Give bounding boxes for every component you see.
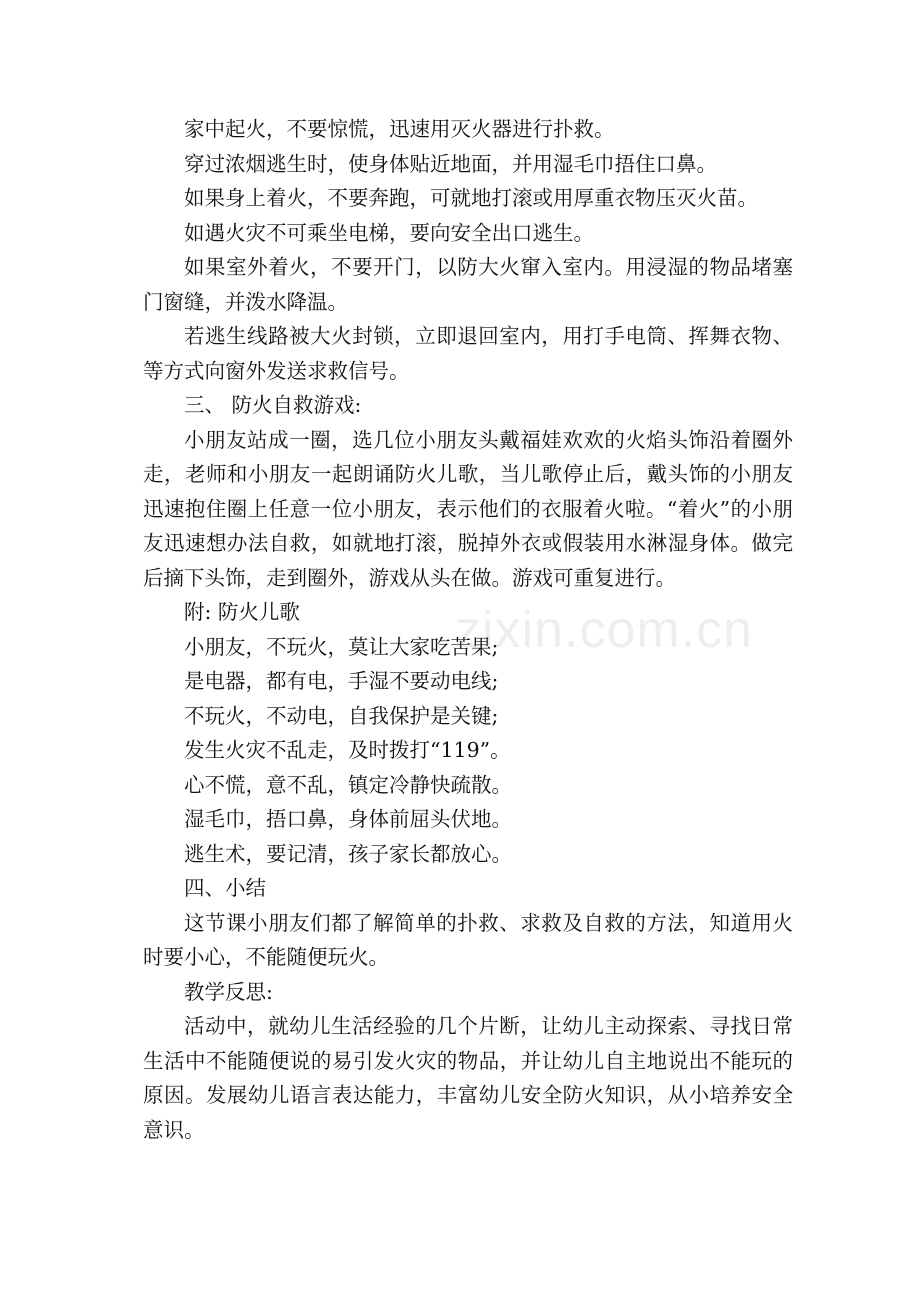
section-heading-reflection: 教学反思: — [184, 979, 273, 1004]
paragraph-4: 如遇火灾不可乘坐电梯，要向安全出口逃生。 — [184, 220, 594, 245]
document-body — [143, 112, 793, 1147]
paragraph-5: 如果室外着火，不要开门，以防大火窜入室内。用浸湿的物品堵塞门窗缝，并泼水降温。 — [143, 255, 793, 314]
song-line-2: 是电器，都有电，手湿不要动电线; — [184, 669, 499, 693]
song-line-7: 逃生术，要记清，孩子家长都放心。 — [184, 841, 512, 866]
paragraph-reflection: 活动中，就幼儿生活经验的几个片断，让幼儿主动探索、寻找日常生活中不能随便说的易引发火灾的物品，并让幼儿自主地说出不能玩的原因。发展幼儿语言表达能力，丰富幼儿安全防火知识，从小培养安全意识。 — [143, 1014, 793, 1142]
paragraph-6: 若逃生线路被大火封锁，立即退回室内，用打手电筒、挥舞衣物、等方式向窗外发送求救信号。 — [143, 324, 793, 383]
song-line-6: 湿毛巾，捂口鼻，身体前屈头伏地。 — [184, 807, 512, 831]
section-heading-game: 三、 防火自救游戏: — [184, 393, 362, 417]
paragraph-3: 如果身上着火，不要奔跑，可就地打滚或用厚重衣物压灭火苗。 — [184, 186, 758, 210]
song-heading: 附: 防火儿歌 — [184, 600, 300, 624]
section-heading-summary: 四、小结 — [184, 876, 266, 900]
song-line-3: 不玩火，不动电，自我保护是关键; — [184, 703, 499, 728]
paragraph-1: 家中起火，不要惊慌，迅速用灭火器进行扑救。 — [184, 117, 615, 141]
song-line-4: 发生火灾不乱走，及时拨打“119”。 — [184, 738, 511, 762]
song-line-5: 心不慌，意不乱，镇定冷静快疏散。 — [184, 772, 512, 797]
paragraph-summary: 这节课小朋友们都了解简单的扑救、求救及自救的方法，知道用火时要小心，不能随便玩火。 — [143, 910, 793, 969]
paragraph-2: 穿过浓烟逃生时，使身体贴近地面，并用湿毛巾捂住口鼻。 — [184, 151, 717, 176]
watermark: zixin.com.cn — [455, 601, 754, 659]
song-line-1: 小朋友，不玩火，莫让大家吃苦果; — [184, 634, 499, 659]
paragraph-game-description: 小朋友站成一圈，选几位小朋友头戴福娃欢欢的火焰头饰沿着圈外走，老师和小朋友一起朗诵防火儿歌，当儿歌停止后，戴头饰的小朋友迅速抱住圈上任意一位小朋友，表示他们的衣服着火啦。“着火”的小朋友迅速想办法自救，如就地打滚，脱掉外衣或假装用水淋湿身体。做完后摘下头饰，走到圈外，游戏从头在做。游戏可重复进行。 — [143, 427, 793, 590]
